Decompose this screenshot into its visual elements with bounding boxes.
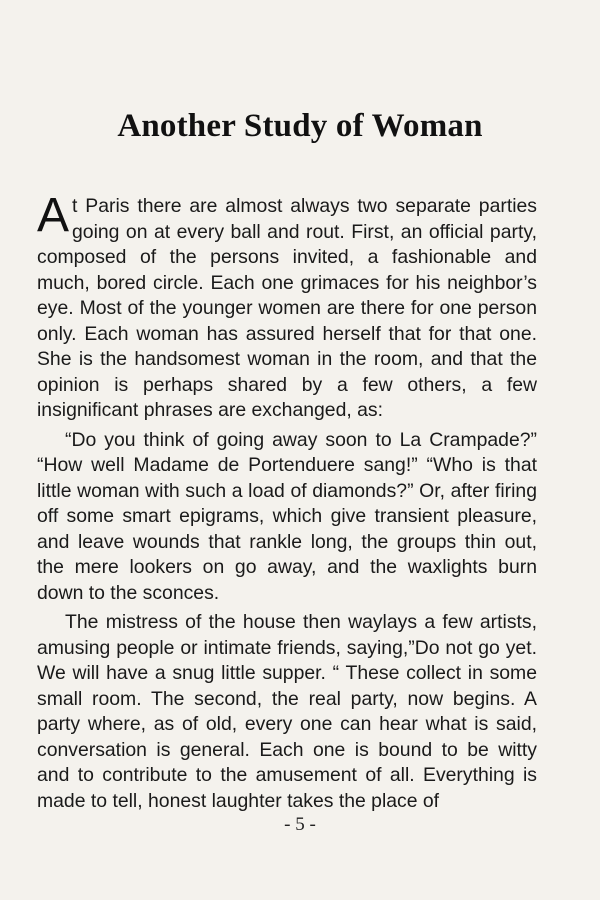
paragraph-3: The mistress of the house then waylays a few artists, amusing people or intimate friends, saying,”Do not go yet. We will have a snug little supper. “ These collect in some small room. The second, the real party, now begins. A party where, as of old, every one can hear what is said, conversation is general. Each one is bound to be witty and to contribute to the amusement of all. Everything is made to tell, honest laughter takes the place of [37, 611, 537, 812]
paragraph-1 [37, 189, 537, 424]
paragraph-2: “Do you think of going away soon to La Crampade?” “How well Madame de Portenduere sang!” “Who is that little woman with such a load of diamonds?” Or, after firing off some smart epigrams, which give transient pleasure, and leave wounds that rankle long, the groups thin out, the mere lookers on go away, and the waxlights burn down to the sconces. [37, 428, 537, 604]
chapter-title: Another Study of Woman [117, 108, 483, 144]
body-text [37, 189, 537, 818]
paragraph-1-text: t Paris there are almost always two separate parties going on at every ball and rout. First, an official party, composed of the persons invited, a fashionable and much, bored circle. Each one grimaces for his neighbor’s eye. Most of the younger women are there for one person only. Each woman has assured herself that for that one. She is the handsomest woman in the room, and that the opinion is perhaps shared by a few others, a few insignificant phrases are exchanged, as: [37, 195, 537, 421]
drop-cap: A [37, 189, 70, 242]
page-number: - 5 - [284, 814, 316, 835]
